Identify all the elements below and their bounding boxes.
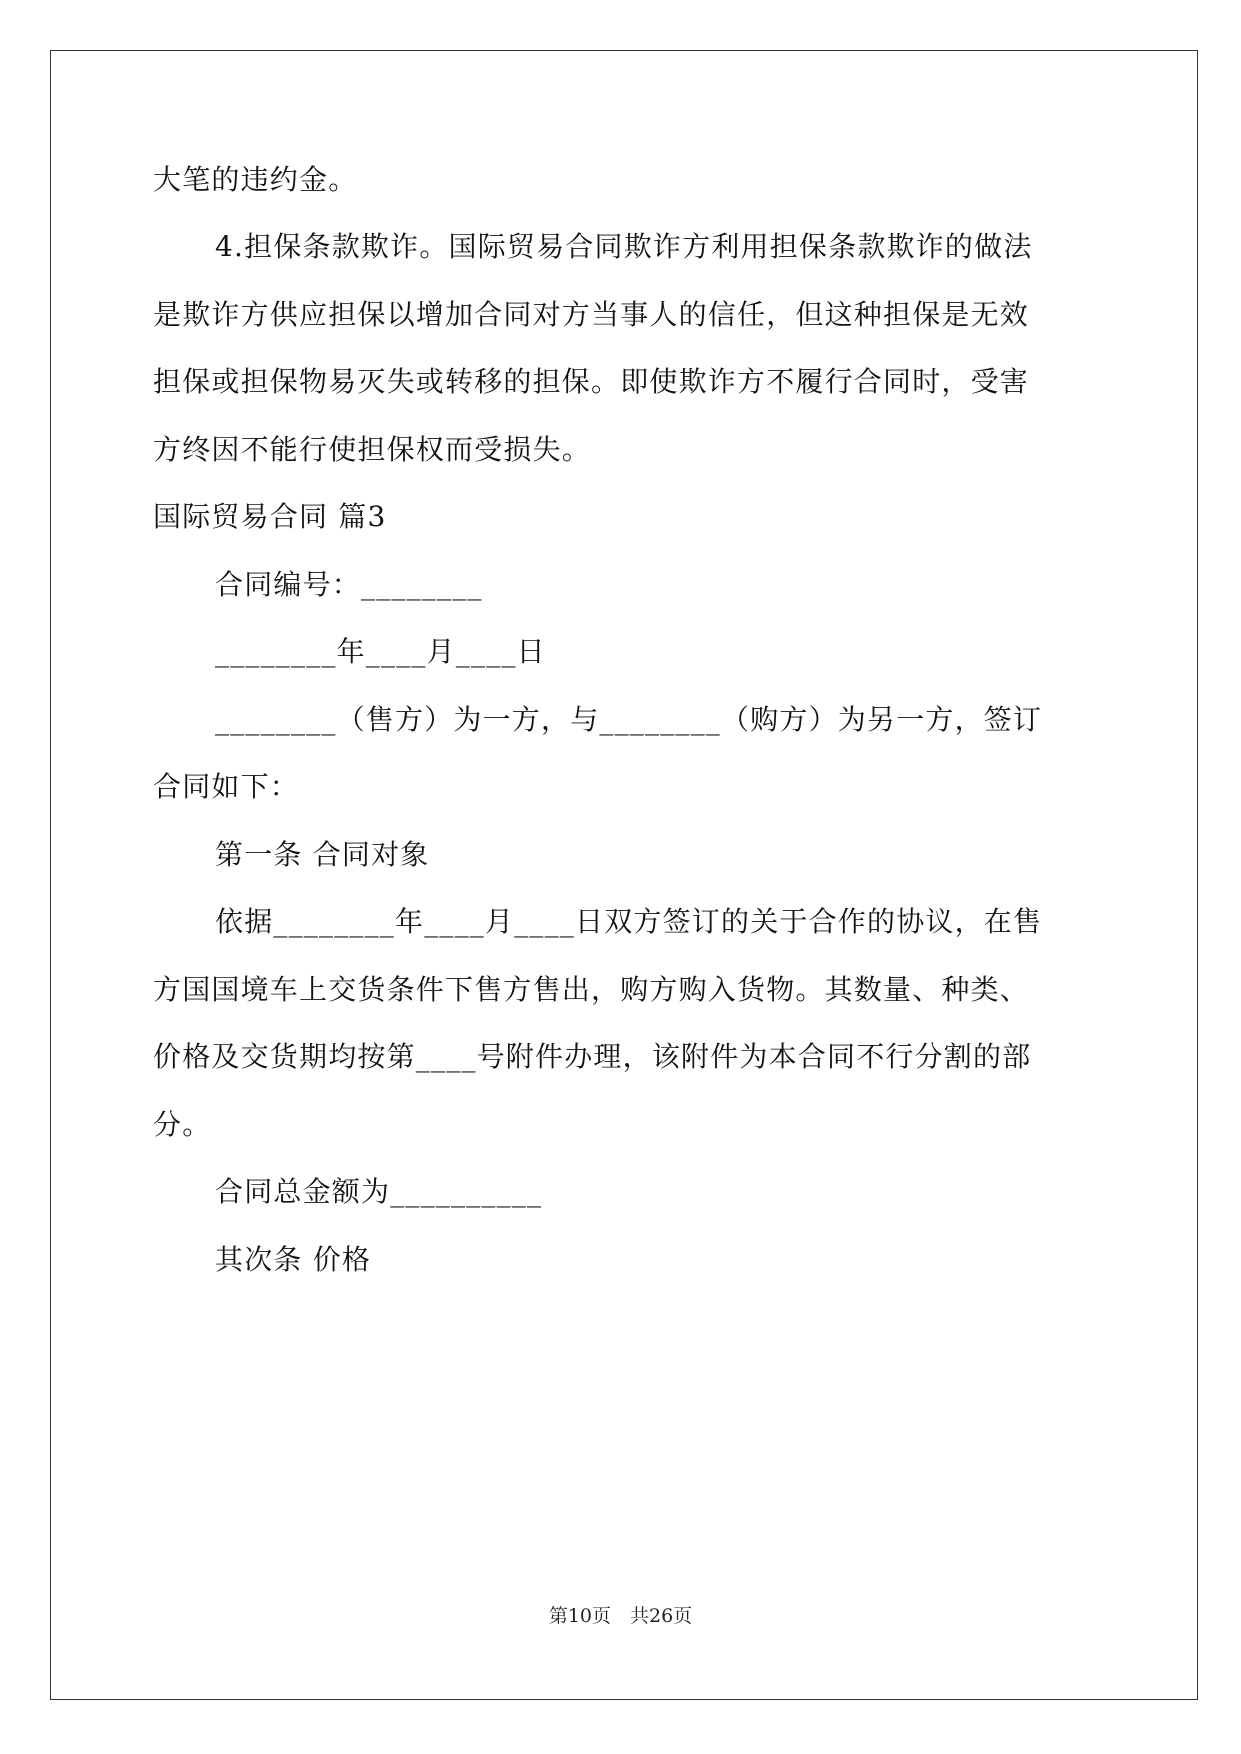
total-amount: 合同总金额为__________ [215,1175,543,1208]
paragraph-line: 合同如下： [153,770,300,803]
paragraph-line: 方终因不能行使担保权而受损失。 [153,433,592,466]
contract-date: ________年____月____日 [215,635,546,668]
paragraph-line: 方国国境车上交货条件下售方售出，购方购入货物。其数量、种类、 [153,973,1030,1006]
section-heading: 国际贸易合同 篇3 [153,500,387,533]
article-heading: 第一条 合同对象 [215,838,430,871]
paragraph-line: 4.担保条款欺诈。国际贸易合同欺诈方利用担保条款欺诈的做法 [215,230,1033,263]
paragraph-line: 依据________年____月____日双方签订的关于合作的协议，在售 [215,905,1043,938]
paragraph-line: 是欺诈方供应担保以增加合同对方当事人的信任，但这种担保是无效 [153,298,1030,331]
paragraph-line: 价格及交货期均按第____号附件办理，该附件为本合同不行分割的部 [153,1040,1032,1073]
paragraph-line: 担保或担保物易灭失或转移的担保。即使欺诈方不履行合同时，受害 [153,365,1030,398]
paragraph-line: 大笔的违约金。 [153,163,358,196]
page-footer: 第10页 共26页 [548,1605,693,1627]
article-heading: 其次条 价格 [215,1243,372,1276]
contract-number: 合同编号：________ [215,568,483,601]
paragraph-line: 分。 [153,1108,212,1141]
paragraph-line: ________（售方）为一方，与________（购方）为另一方，签订 [215,703,1043,736]
